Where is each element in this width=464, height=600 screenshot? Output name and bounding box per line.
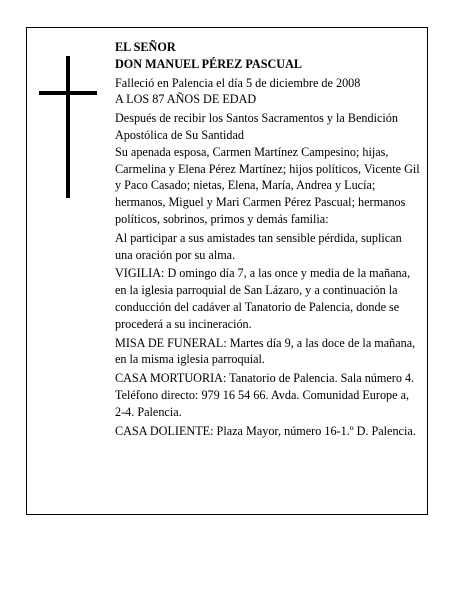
notice-funeral-mass: MISA DE FUNERAL: Martes día 9, a las doce de la mañana, en la misma iglesia parroquial.	[115, 335, 416, 367]
notice-sacraments: Después de recibir los Santos Sacramentos y la Bendición Apostólica de Su Santidad	[115, 111, 398, 142]
notice-vigil: VIGILIA: D omingo día 7, a las once y media de la mañana, en la iglesia parroquial de San Lázaro, y a continuación la conducción del cadáver al Tanatorio de Palencia, donde se procederá a su incineración.	[115, 266, 411, 331]
notice-death-date: Falleció en Palencia el día 5 de diciembre de 2008	[115, 75, 361, 90]
cross-vertical-bar	[66, 56, 70, 198]
notice-family: Su apenada esposa, Carmen Martínez Campesino; hijas, Carmelina y Elena Pérez Martínez; hijos políticos, Vicente Gil y Paco Casado; nietas, Elena, María, Andrea y Lucía; hermanos, Miguel y Mari Carmen Pérez Pascual; hermanos políticos, sobrinos, primos y demás familia:	[115, 144, 420, 226]
notice-title-line1: EL SEÑOR	[115, 40, 176, 54]
notice-mortuary: CASA MORTUORIA: Tanatorio de Palencia. Sala número 4. Teléfono directo: 979 16 54 66. Avda. Comunidad Europe a, 2-4. Palencia.	[115, 371, 415, 419]
obituary-notice	[26, 27, 428, 515]
cross-horizontal-bar	[39, 91, 97, 95]
notice-grieving-home: CASA DOLIENTE: Plaza Mayor, número 16-1.º D. Palencia.	[115, 423, 416, 438]
notice-request: Al participar a sus amistades tan sensible pérdida, suplican una oración por su alma.	[115, 230, 402, 262]
cross-icon	[39, 56, 97, 198]
notice-deceased-name: DON MANUEL PÉREZ PASCUAL	[115, 56, 303, 71]
notice-age: A LOS 87 AÑOS DE EDAD	[115, 92, 257, 107]
notice-text	[115, 39, 421, 439]
